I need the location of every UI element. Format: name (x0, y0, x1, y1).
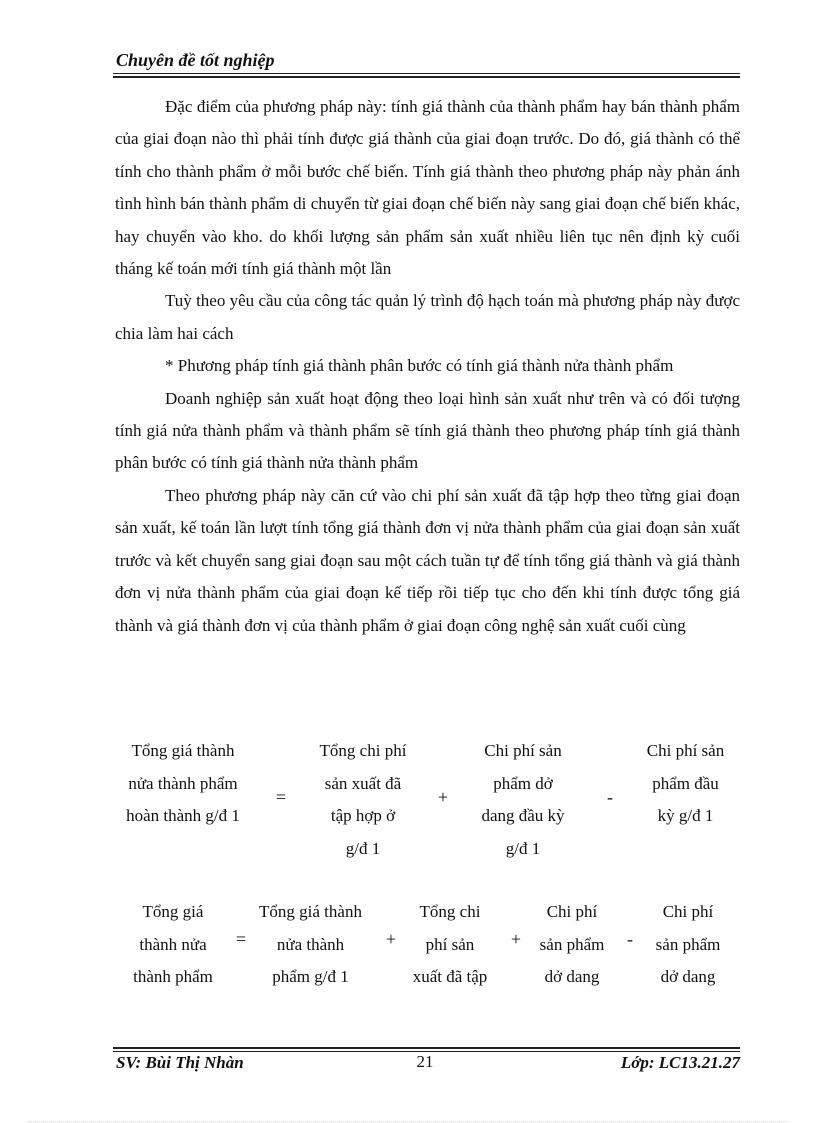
formula-1-equals: = (275, 787, 287, 807)
formula-2-term-a: Tổng giá thành nửa thành phẩm (133, 902, 213, 986)
page-edge-dotted-line (28, 1121, 788, 1122)
footer-student-name: SV: Bùi Thị Nhàn (116, 1053, 244, 1072)
footer-class-label: Lớp: LC13.21.27 (620, 1053, 740, 1072)
formula-2-term-b: Tổng giá thành nửa thành phẩm g/đ 1 (259, 902, 362, 986)
formula-2-equals: = (235, 929, 247, 949)
formula-2-term-e: Chi phí sản phẩm dở dang (655, 902, 721, 986)
formula-2-minus: - (627, 929, 633, 949)
paragraph: * Phương pháp tính giá thành phân bước có tính giá thành nửa thành phẩm (165, 356, 674, 376)
paragraph: Doanh nghiệp sản xuất hoạt động theo loại hình sản xuất như trên và có đối tượng tính giá nửa thành phẩm và thành phẩm sẽ tính giá thành theo phương pháp tính giá thành phân bước có tính giá thành nửa thành phẩm (115, 388, 740, 473)
header-rule-thick (113, 76, 740, 78)
formula-1-plus: + (437, 787, 449, 807)
paragraph: Tuỳ theo yêu cầu của công tác quản lý trình độ hạch toán mà phương pháp này được chia làm hai cách (115, 291, 740, 343)
formula-2-plus-1: + (385, 929, 397, 949)
header-rule-thin (113, 73, 740, 74)
header-title: Chuyên đề tốt nghiệp (116, 50, 275, 70)
page-number: 21 (416, 1052, 434, 1071)
paragraph: Theo phương pháp này căn cứ vào chi phí sản xuất đã tập hợp theo từng giai đoạn sản xuất, kế toán lần lượt tính tổng giá thành đơn vị nửa thành phẩm của giai đoạn sản xuất trước và kết chuyển sang giai đoạn sau một cách tuần tự để tính tổng giá thành và giá thành đơn vị nửa thành phẩm của giai đoạn kế tiếp rồi tiếp tục cho đến khi tính được tổng giá thành và giá thành đơn vị của thành phẩm ở giai đoạn công nghệ sản xuất cuối cùng (115, 485, 740, 635)
paragraph: Đặc điểm của phương pháp này: tính giá thành của thành phẩm hay bán thành phẩm của giai đoạn nào thì phải tính được giá thành của giai đoạn trước. Do đó, giá thành có thể tính cho thành phẩm ở mỗi bước chế biến. Tính giá thành theo phương pháp này phản ánh tình hình bán thành phẩm di chuyển từ giai đoạn chế biến này sang giai đoạn chế biến khác, hay chuyển vào kho. do khối lượng sản phẩm sản xuất nhiều liên tục nên định kỳ cuối tháng kế toán mới tính giá thành một lần (115, 97, 740, 279)
formula-1-term-a: Tổng giá thành nửa thành phẩm hoàn thành g/đ 1 (126, 741, 240, 825)
formula-1-minus: - (607, 787, 613, 807)
body-text (115, 91, 740, 642)
formula-2-plus-2: + (510, 929, 522, 949)
formula-1-term-d: Chi phí sản phẩm đầu kỳ g/đ 1 (646, 741, 725, 825)
formula-2-term-c: Tổng chi phí sản xuất đã tập (412, 902, 488, 986)
formula-1-term-c: Chi phí sản phẩm dở dang đầu kỳ g/đ 1 (481, 741, 565, 858)
formula-1-term-b: Tổng chi phí sản xuất đã tập hợp ở g/đ 1 (319, 741, 407, 858)
formula-2-term-d: Chi phí sản phẩm dở dang (539, 902, 605, 986)
footer-rule-thick (113, 1047, 740, 1049)
